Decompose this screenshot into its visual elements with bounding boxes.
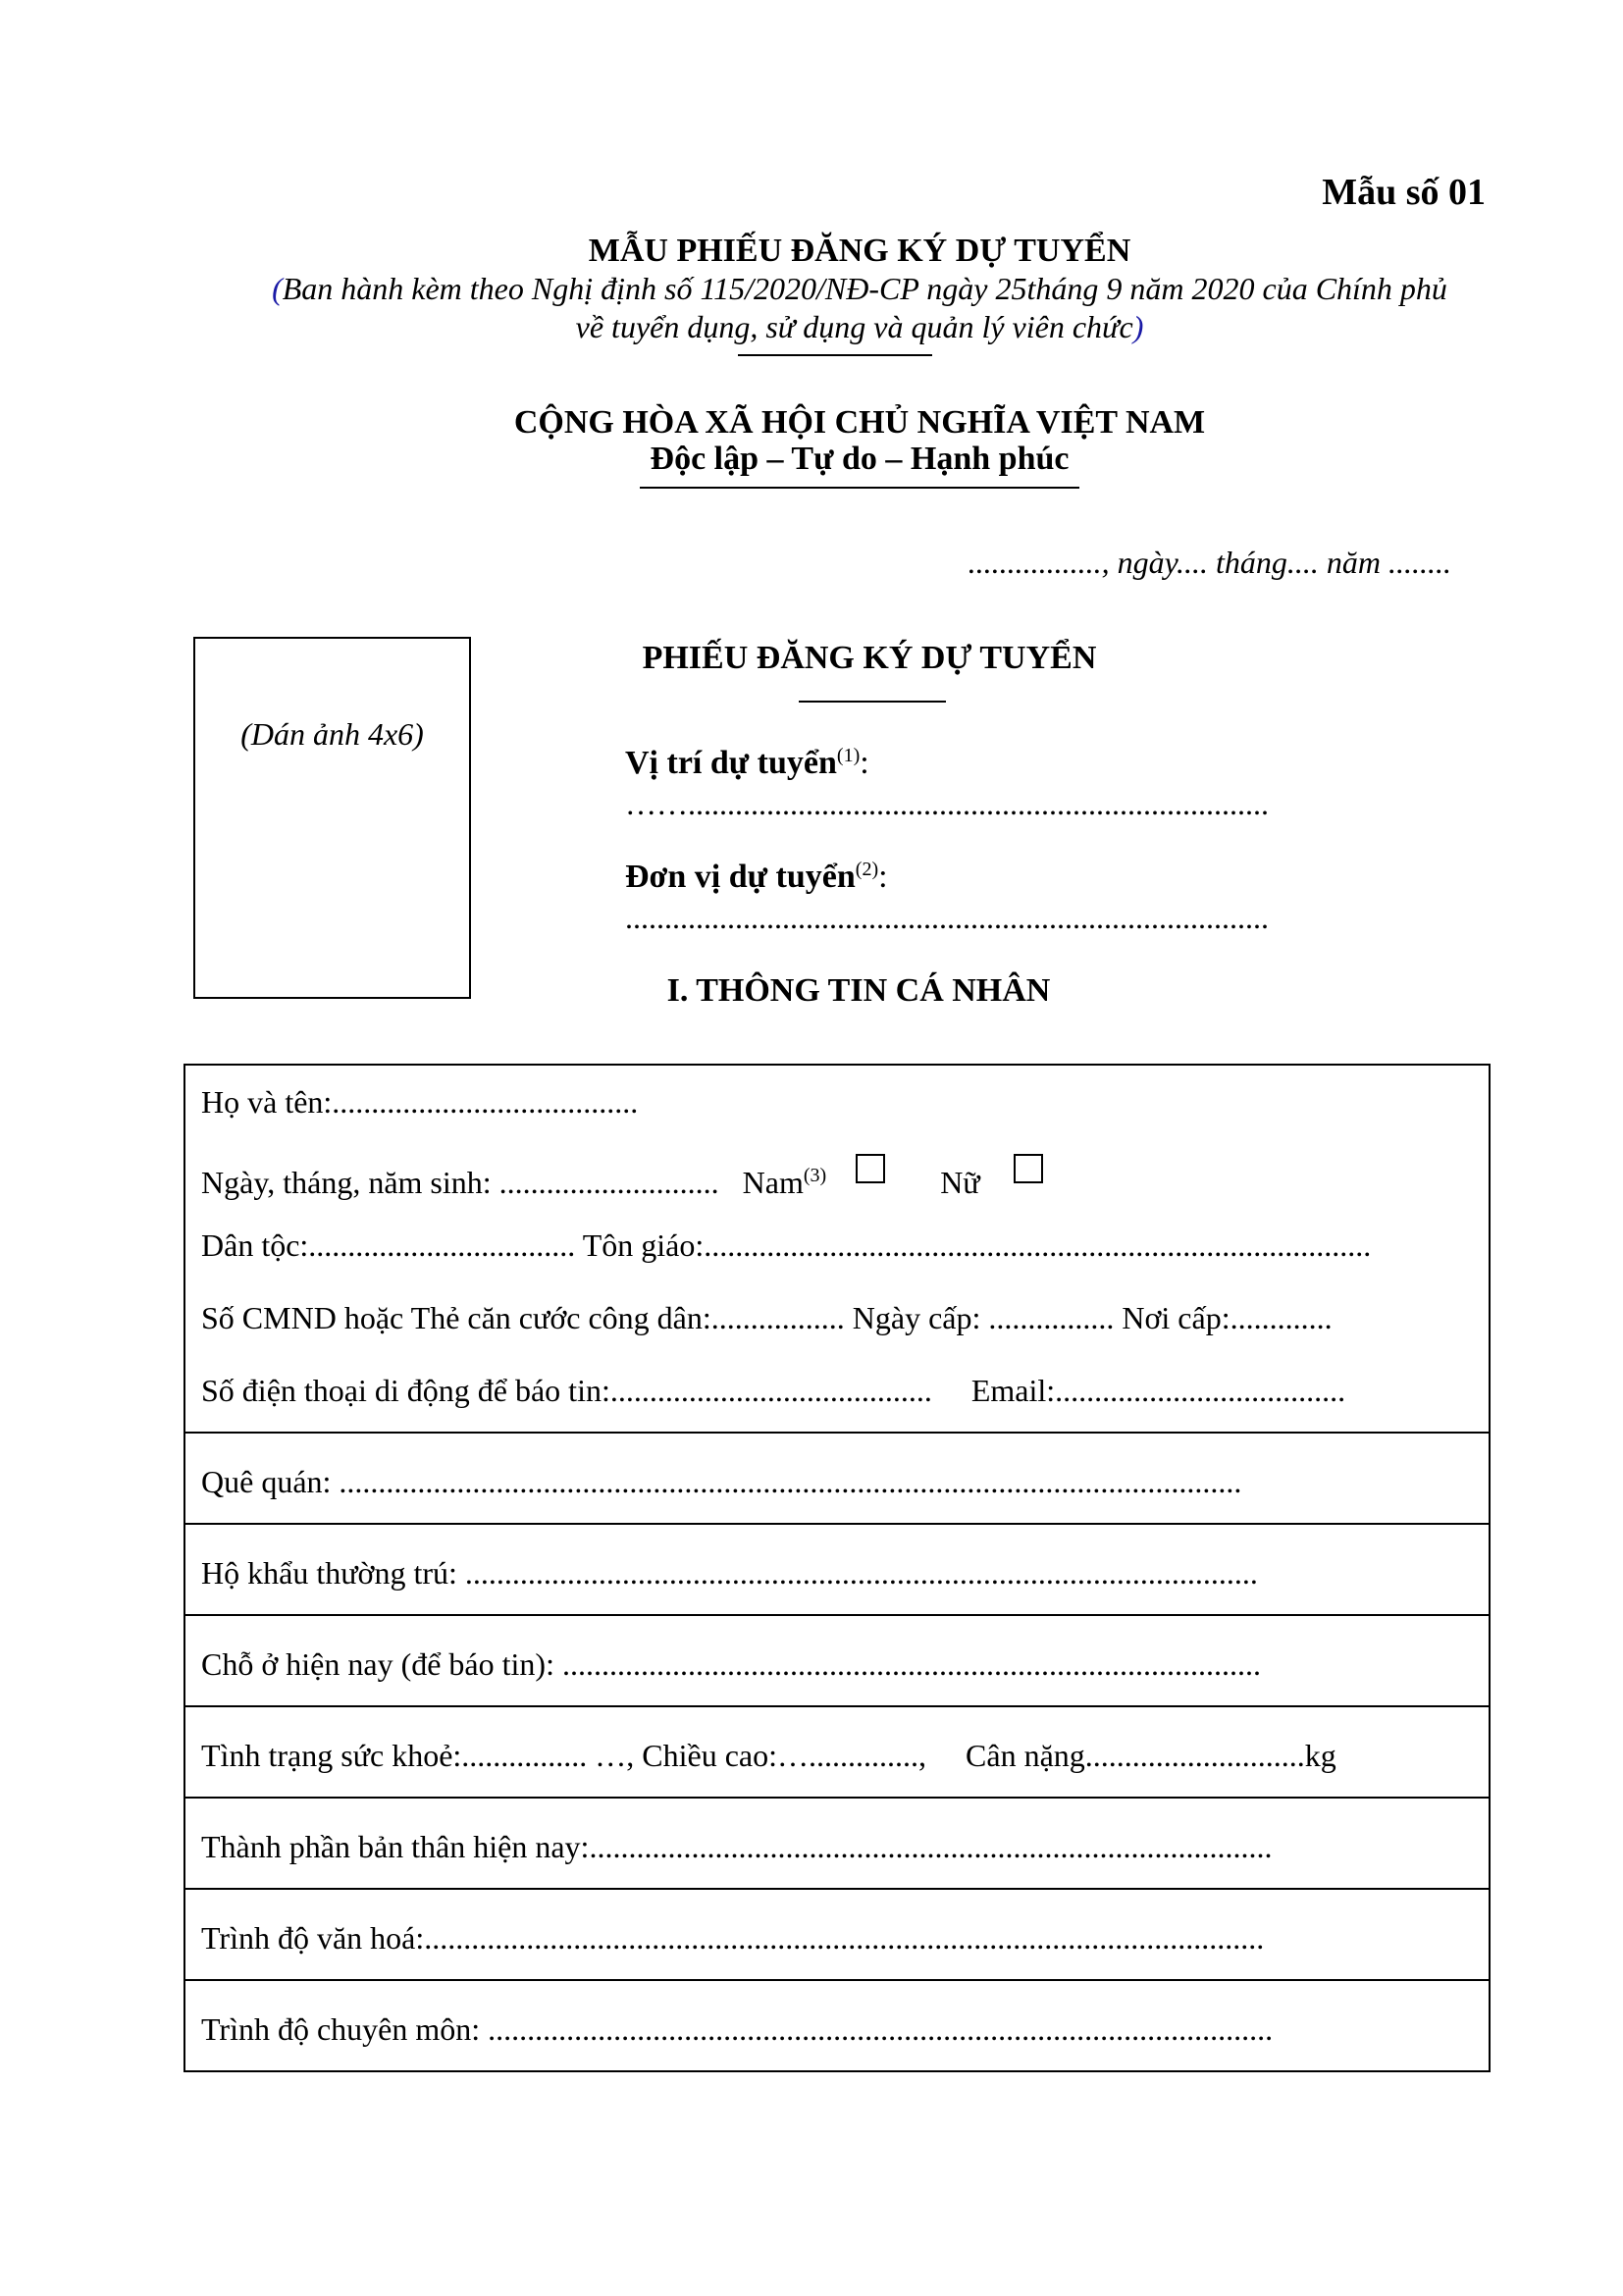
female-checkbox[interactable] <box>1014 1154 1043 1183</box>
national-motto: Độc lập – Tự do – Hạnh phúc <box>650 441 1070 477</box>
personal-info-block <box>185 1066 1489 1432</box>
phone-email-field[interactable]: Số điện thoại di động để báo tin:......................................... Email:..................................... <box>201 1373 1346 1408</box>
position-input[interactable]: …….......................................................................... <box>625 786 1269 821</box>
specialty-field[interactable]: Trình độ chuyên môn: .................................................................................................... <box>201 2011 1274 2047</box>
decree-line-1 <box>0 270 1623 307</box>
health-field[interactable]: Tình trạng sức khoẻ:................ …, Chiều cao:….............., Cân nặng............................kg <box>201 1738 1336 1773</box>
registration-title: PHIẾU ĐĂNG KÝ DỰ TUYỂN <box>642 640 1097 676</box>
photo-box <box>193 637 471 999</box>
female-label: Nữ <box>940 1165 980 1200</box>
male-label: Nam$^{(3)}$ <box>742 1165 827 1200</box>
photo-label: (Dán ảnh 4x6) <box>240 716 424 752</box>
full-name-field[interactable]: Họ và tên:....................................... <box>201 1084 639 1120</box>
footnote-marker: (3) <box>803 1165 827 1186</box>
decree-open-paren: ( <box>272 271 283 306</box>
current-address-row <box>185 1614 1489 1705</box>
decree-text-1: Ban hành kèm theo Nghị định số 115/2020/NĐ-CP ngày 25tháng 9 năm 2020 của Chính phủ <box>282 271 1447 306</box>
divider <box>799 701 946 703</box>
background-row <box>185 1797 1489 1888</box>
dob-gender-line <box>201 1154 1043 1201</box>
background-field[interactable]: Thành phần bản thân hiện nay:....................................................................................... <box>201 1829 1273 1864</box>
form-title: MẪU PHIẾU ĐĂNG KÝ DỰ TUYỂN <box>588 233 1131 269</box>
decree-close-paren: ) <box>1132 309 1144 344</box>
decree-text-2: về tuyển dụng, sử dụng và quản lý viên chức <box>575 309 1133 344</box>
ethnicity-religion-field[interactable]: Dân tộc:.................................. Tôn giáo:..................................................................................... <box>201 1227 1372 1263</box>
household-field[interactable]: Hộ khẩu thường trú: ..................................................................................................... <box>201 1555 1258 1591</box>
nation-name: CỘNG HÒA XÃ HỘI CHỦ NGHĨA VIỆT NAM <box>513 404 1206 441</box>
specialty-row <box>185 1979 1489 2070</box>
hometown-row <box>185 1432 1489 1523</box>
divider <box>640 487 1079 489</box>
unit-input[interactable]: .................................................................................. <box>625 900 1269 935</box>
current-address-field[interactable]: Chỗ ở hiện nay (để báo tin): ......................................................................................... <box>201 1646 1261 1682</box>
education-field[interactable]: Trình độ văn hoá:........................................................................................................... <box>201 1920 1265 1956</box>
footnote-marker: (1) <box>836 745 861 766</box>
dob-field[interactable]: Ngày, tháng, năm sinh: ............................ <box>201 1165 719 1200</box>
id-card-field[interactable]: Số CMND hoặc Thẻ căn cước công dân:................. Ngày cấp: ................ Nơi cấp:............. <box>201 1300 1333 1335</box>
divider <box>738 354 932 356</box>
personal-info-table <box>183 1064 1491 2072</box>
footnote-marker: (2) <box>855 859 879 880</box>
form-number: Mẫu số 01 <box>1322 172 1486 213</box>
date-line: ................., ngày.... tháng.... năm ........ <box>968 545 1451 580</box>
position-label: Vị trí dự tuyển$^{(1)}$: <box>625 745 869 781</box>
male-checkbox[interactable] <box>856 1154 885 1183</box>
hometown-field[interactable]: Quê quán: ................................................................................................................... <box>201 1464 1242 1499</box>
section-title: I. THÔNG TIN CÁ NHÂN <box>666 972 1051 1009</box>
education-row <box>185 1888 1489 1979</box>
decree-line-2 <box>0 308 1623 345</box>
health-row <box>185 1705 1489 1797</box>
unit-label: Đơn vị dự tuyển$^{(2)}$: <box>625 859 888 895</box>
household-row <box>185 1523 1489 1614</box>
